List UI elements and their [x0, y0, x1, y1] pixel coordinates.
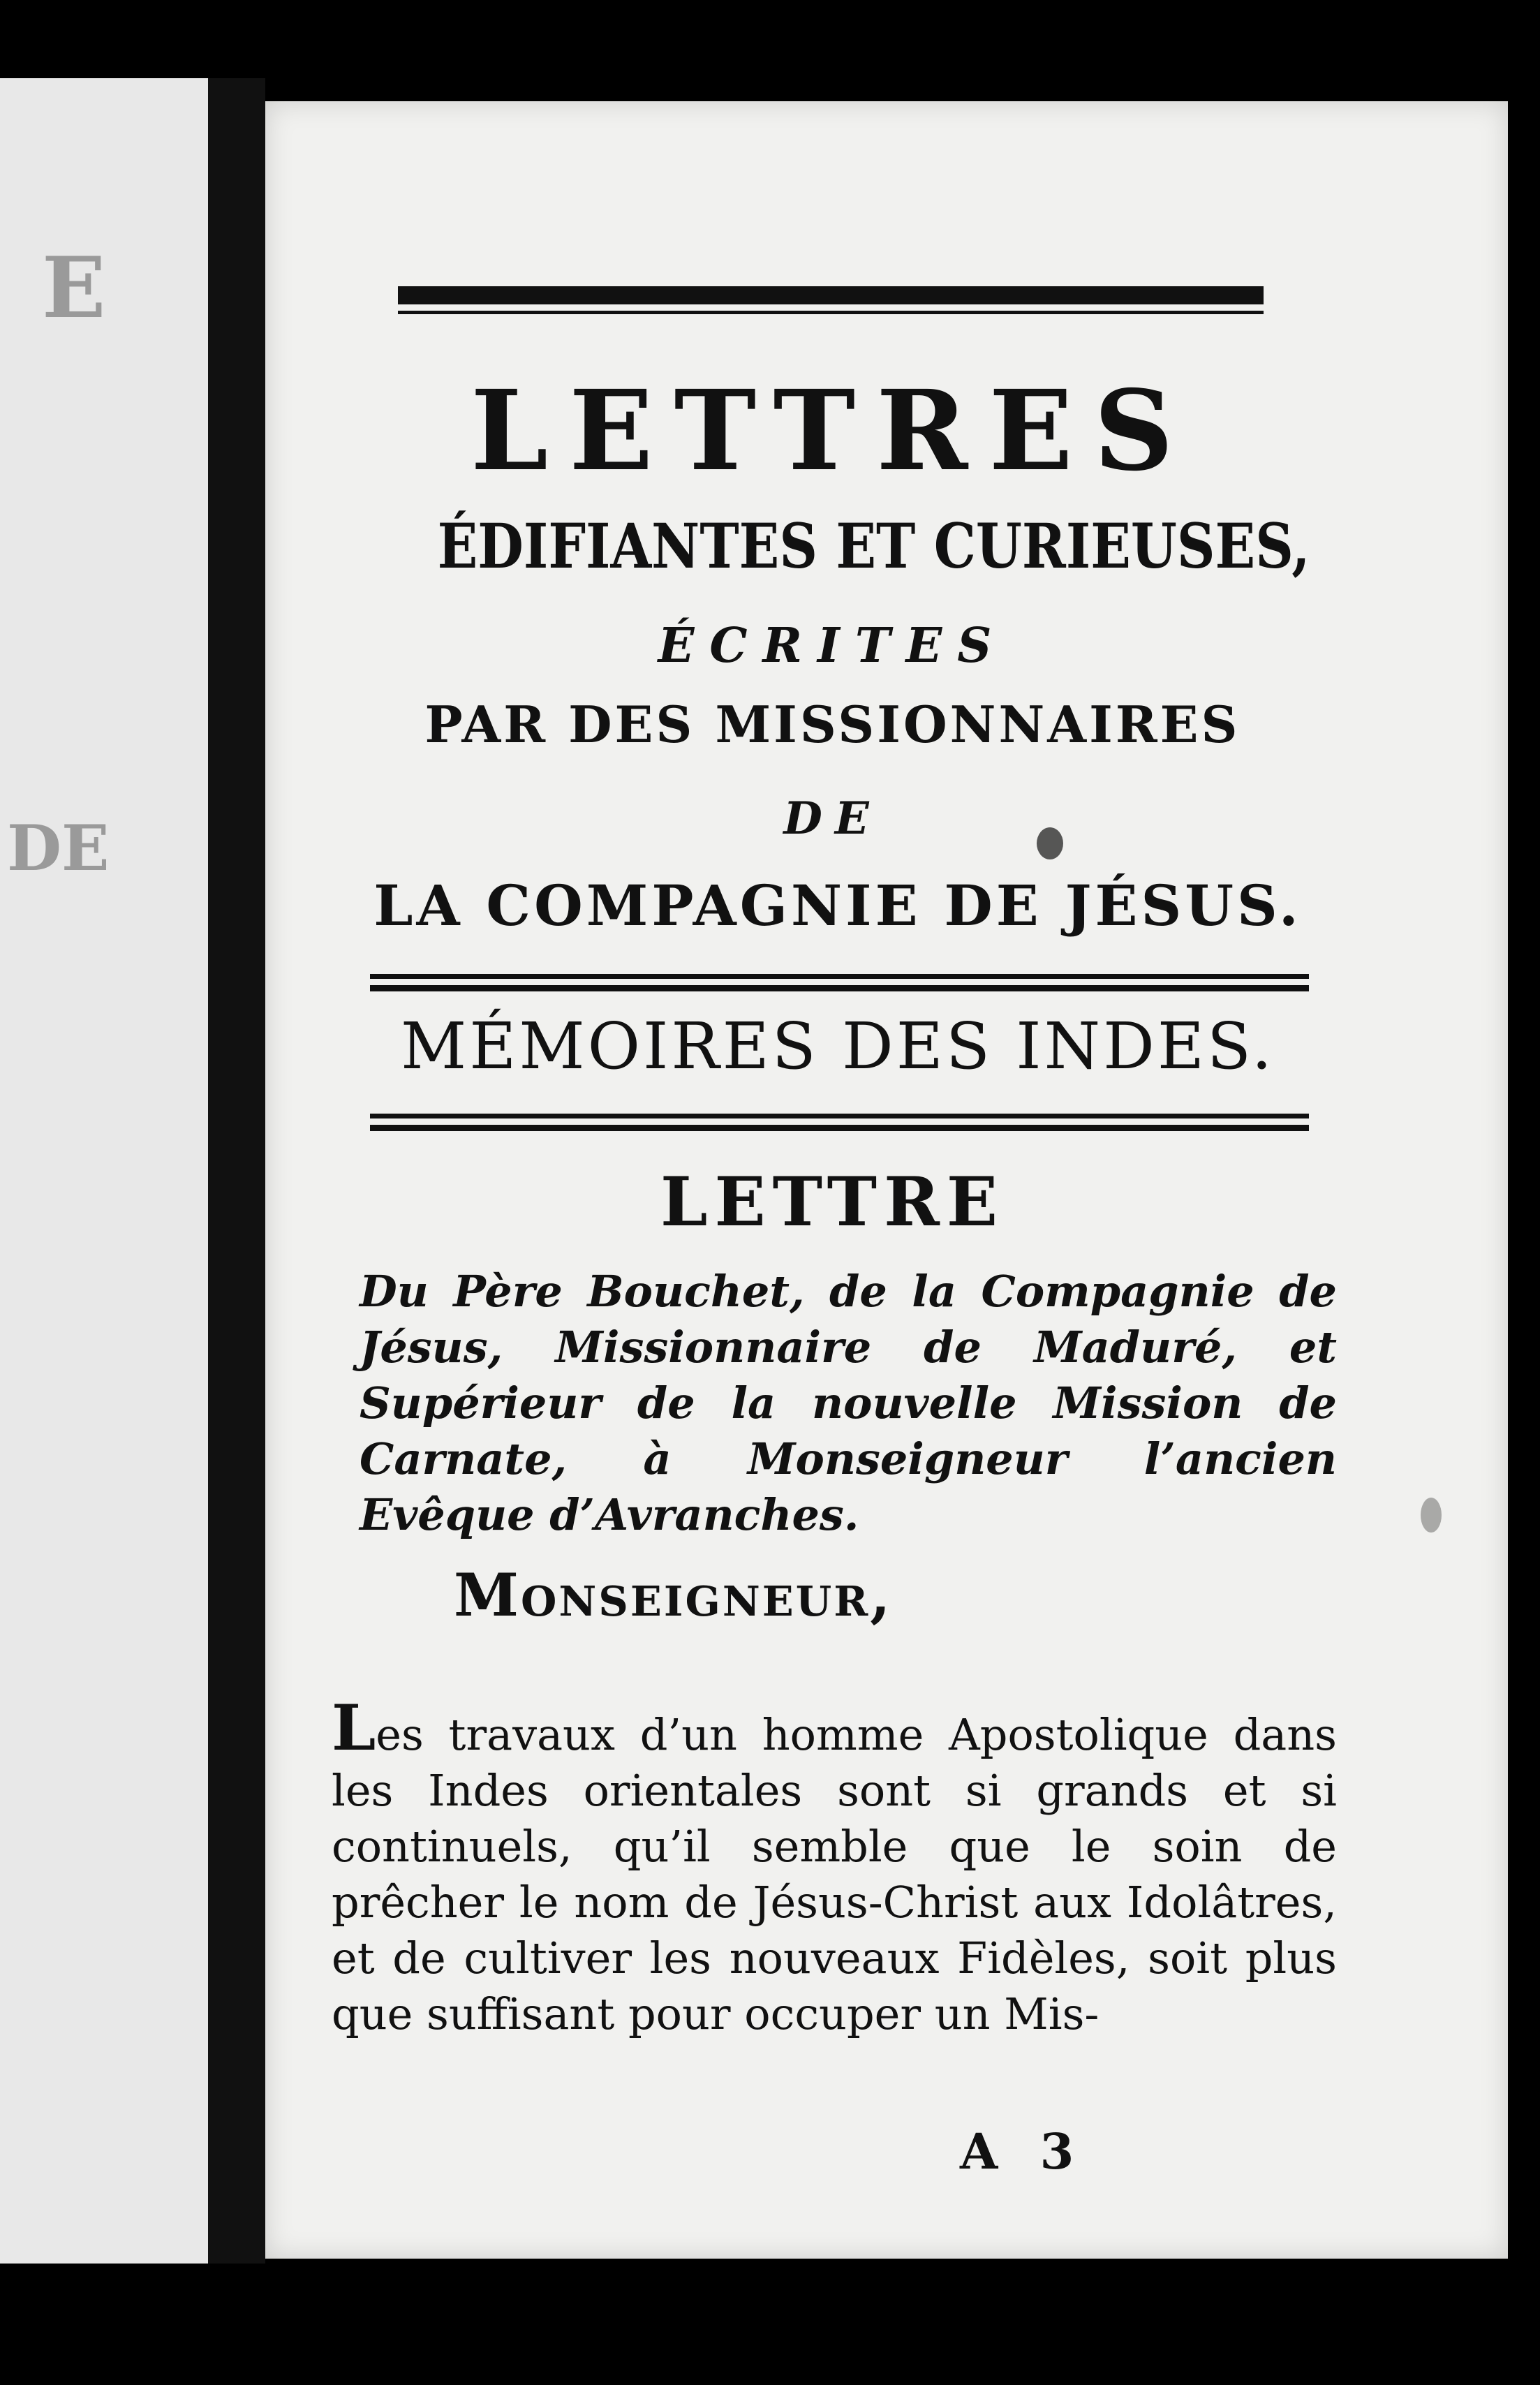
body-paragraph: [332, 1691, 1337, 2042]
title-edifiantes: ÉDIFIANTES ET CURIEUSES,: [437, 510, 1310, 582]
book-page: [265, 101, 1508, 2259]
title-ecrites: ÉCRITES: [658, 618, 1007, 674]
ink-blot: [1421, 1498, 1442, 1533]
body-text: es travaux d’un homme Apostolique dans les Indes orientales sont si grands et si continuels, qu’il semble que le soin de prêcher le nom de Jésus-Christ aux Idolâtres, et de cultiver les nouveaux Fidèles, soit plus que suffisant pour occuper un Mis-: [332, 1709, 1337, 2039]
signature-mark: A 3: [960, 2122, 1087, 2180]
facing-page: [0, 78, 208, 2264]
ink-blot: [1037, 827, 1063, 859]
title-de: DE: [783, 792, 882, 845]
book-gutter: [208, 78, 265, 2264]
title-par-des-missionnaires: PAR DES MISSIONNAIRES: [424, 695, 1241, 754]
facing-page-bleed-mark: DE: [7, 811, 110, 885]
drop-cap: L: [332, 1691, 376, 1765]
section-title: MÉMOIRES DES INDES.: [401, 1009, 1275, 1084]
top-rule: [398, 286, 1264, 304]
title-lettres: LETTRES: [471, 367, 1194, 496]
facing-page-bleed-mark: E: [42, 239, 106, 337]
letter-title: LETTRE: [660, 1162, 1005, 1241]
salutation: Monseigneur,: [454, 1560, 893, 1630]
section-rule-top: [370, 974, 1309, 979]
title-compagnie: LA COMPAGNIE DE JÉSUS.: [373, 873, 1302, 938]
letter-address: Du Père Bouchet, de la Compagnie de Jésus, Missionnaire de Maduré, et Supérieur de la nouvelle Mission de Carnate, à Monseigneur l’ancien Evêque d’Avranches.: [360, 1266, 1337, 1540]
section-rule-bottom: [370, 1114, 1309, 1118]
